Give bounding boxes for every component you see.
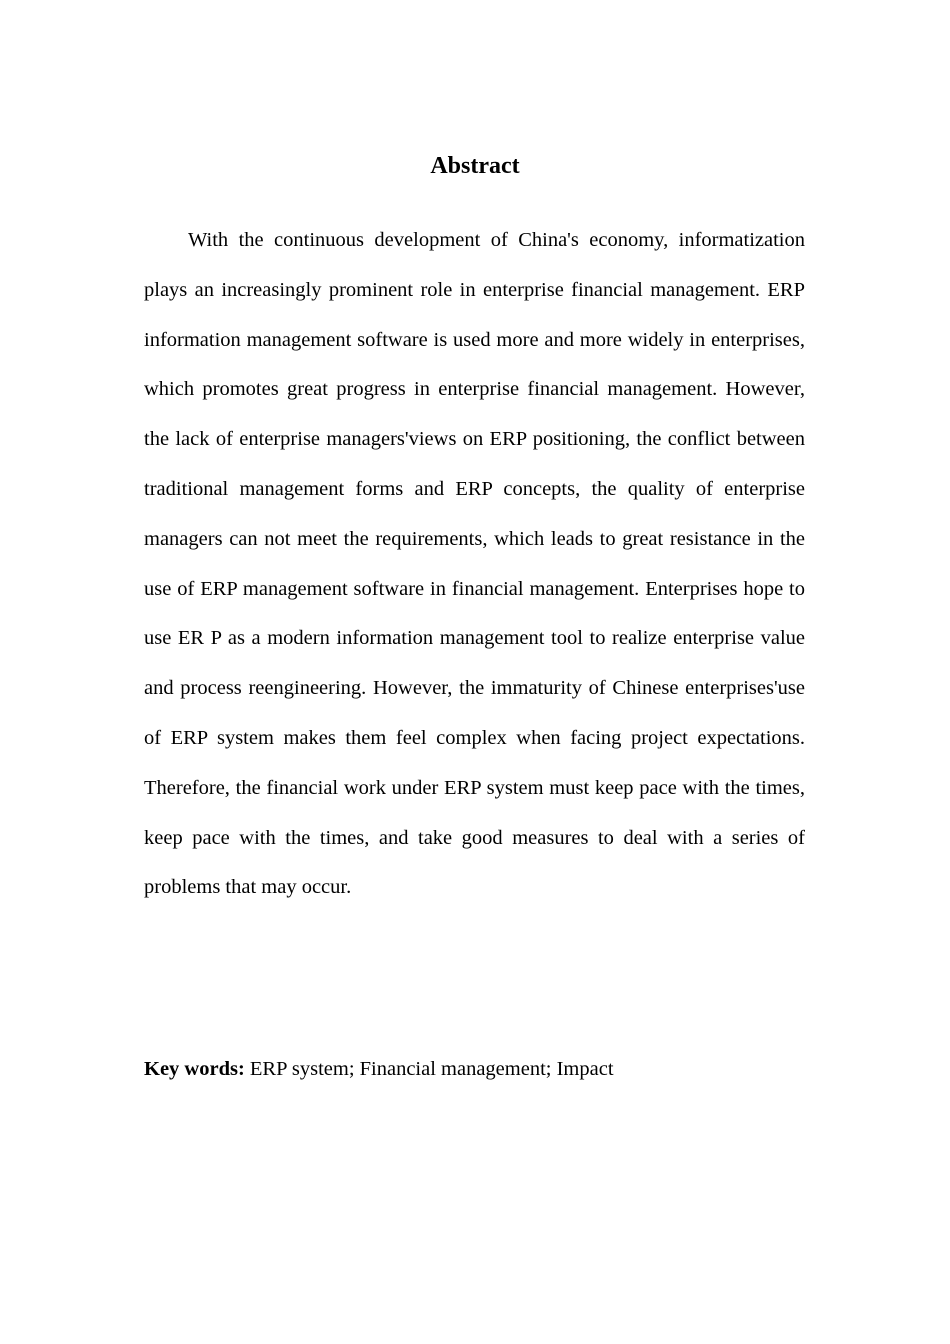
abstract-paragraph: With the continuous development of China's economy, informatization plays an increasingly prominent role in enterprise financial management. ERP information management software is used more and more widely in enterprises, which promotes great progress in enterprise financial management. However, the lack of enterprise managers'views on ERP positioning, the conflict between traditional management forms and ERP concepts, the quality of enterprise managers can not meet the requirements, which leads to great resistance in the use of ERP management software in financial management. Enterprises hope to use ER P as a modern information management tool to realize enterprise value and process reengineering. However, the immaturity of Chinese enterprises'use of ERP system makes them feel complex when facing project expectations. Therefore, the financial work under ERP system must keep pace with the times, keep pace with the times, and take good measures to deal with a series of problems that may occur. — [144, 229, 805, 899]
abstract-title: Abstract — [430, 153, 520, 179]
keywords-text: ERP system; Financial management; Impact — [249, 1058, 614, 1080]
keywords-line — [144, 1049, 805, 1089]
keywords-label: Key words: — [144, 1058, 245, 1080]
